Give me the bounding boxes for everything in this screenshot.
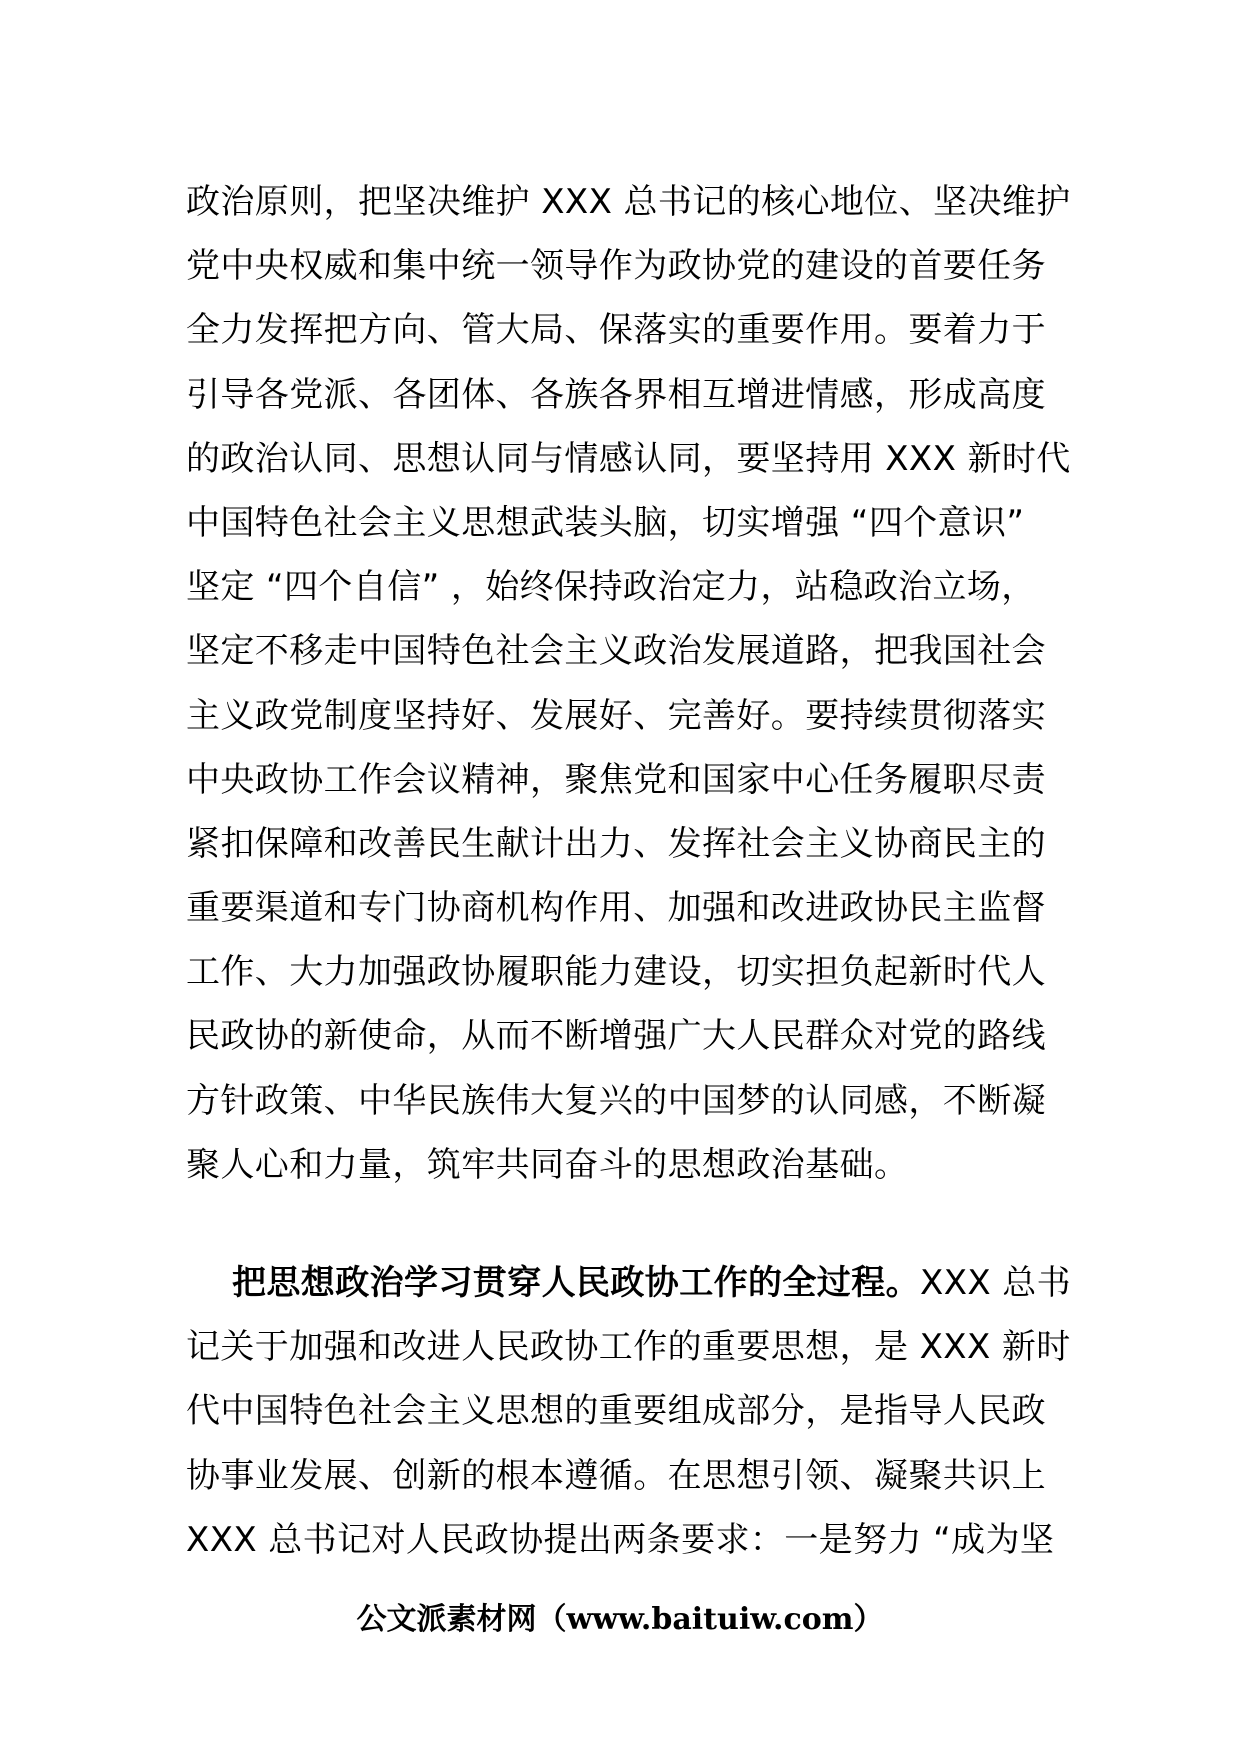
paragraph-gap <box>186 1197 1062 1251</box>
page-footer: 公文派素材网（www.baituiw.com） <box>356 1602 884 1637</box>
text-line: 主义政党制度坚持好、发展好、完善好。要持续贯彻落实 <box>186 695 1046 736</box>
text-line: 工作、大力加强政协履职能力建设，切实担负起新时代人 <box>186 952 1046 993</box>
text-line: 方针政策、中华民族伟大复兴的中国梦的认同感，不断凝 <box>186 1080 1046 1121</box>
paragraph-lead-heading: 把思想政治学习贯穿人民政协工作的全过程。 <box>232 1263 920 1303</box>
text-line: 重要渠道和专门协商机构作用、加强和改进政协民主监督 <box>186 888 1046 929</box>
paragraph-2 <box>186 1251 1072 1572</box>
text-line-first <box>186 1251 1072 1315</box>
text-line: 中央政协工作会议精神，聚焦党和国家中心任务履职尽责 <box>186 759 1046 800</box>
text-line: 的政治认同、思想认同与情感认同，要坚持用 XXX 新时代 <box>186 438 1071 479</box>
text-line: 全力发挥把方向、管大局、保落实的重要作用。要着力于 <box>186 310 1046 351</box>
text-line: 引导各党派、各团体、各族各界相互增进情感，形成高度 <box>186 374 1046 415</box>
text-line: 紧扣保障和改善民生献计出力、发挥社会主义协商民主的 <box>186 823 1046 864</box>
paragraph-lead-rest: XXX 总书 <box>920 1263 1072 1303</box>
text-line: 坚定不移走中国特色社会主义政治发展道路，把我国社会 <box>186 631 1046 672</box>
text-line: 民政协的新使命，从而不断增强广大人民群众对党的路线 <box>186 1016 1046 1057</box>
text-line: 代中国特色社会主义思想的重要组成部分，是指导人民政 <box>186 1391 1046 1432</box>
text-line: 协事业发展、创新的根本遵循。在思想引领、凝聚共识上 <box>186 1455 1046 1496</box>
document-page <box>186 170 1072 1572</box>
text-line: 聚人心和力量，筑牢共同奋斗的思想政治基础。 <box>186 1144 909 1185</box>
paragraph-1 <box>186 170 1071 1197</box>
text-line: XXX 总书记对人民政协提出两条要求：一是努力 “成为坚 <box>186 1519 1055 1560</box>
text-line: 记关于加强和改进人民政协工作的重要思想，是 XXX 新时 <box>186 1327 1071 1368</box>
text-line: 政治原则，把坚决维护 XXX 总书记的核心地位、坚决维护 <box>186 182 1071 222</box>
text-line: 坚定 “四个自信” ，始终保持政治定力，站稳政治立场， <box>186 567 1036 608</box>
text-line: 党中央权威和集中统一领导作为政协党的建设的首要任务 <box>186 246 1046 287</box>
text-line: 中国特色社会主义思想武装头脑，切实增强 “四个意识” <box>186 502 1025 543</box>
